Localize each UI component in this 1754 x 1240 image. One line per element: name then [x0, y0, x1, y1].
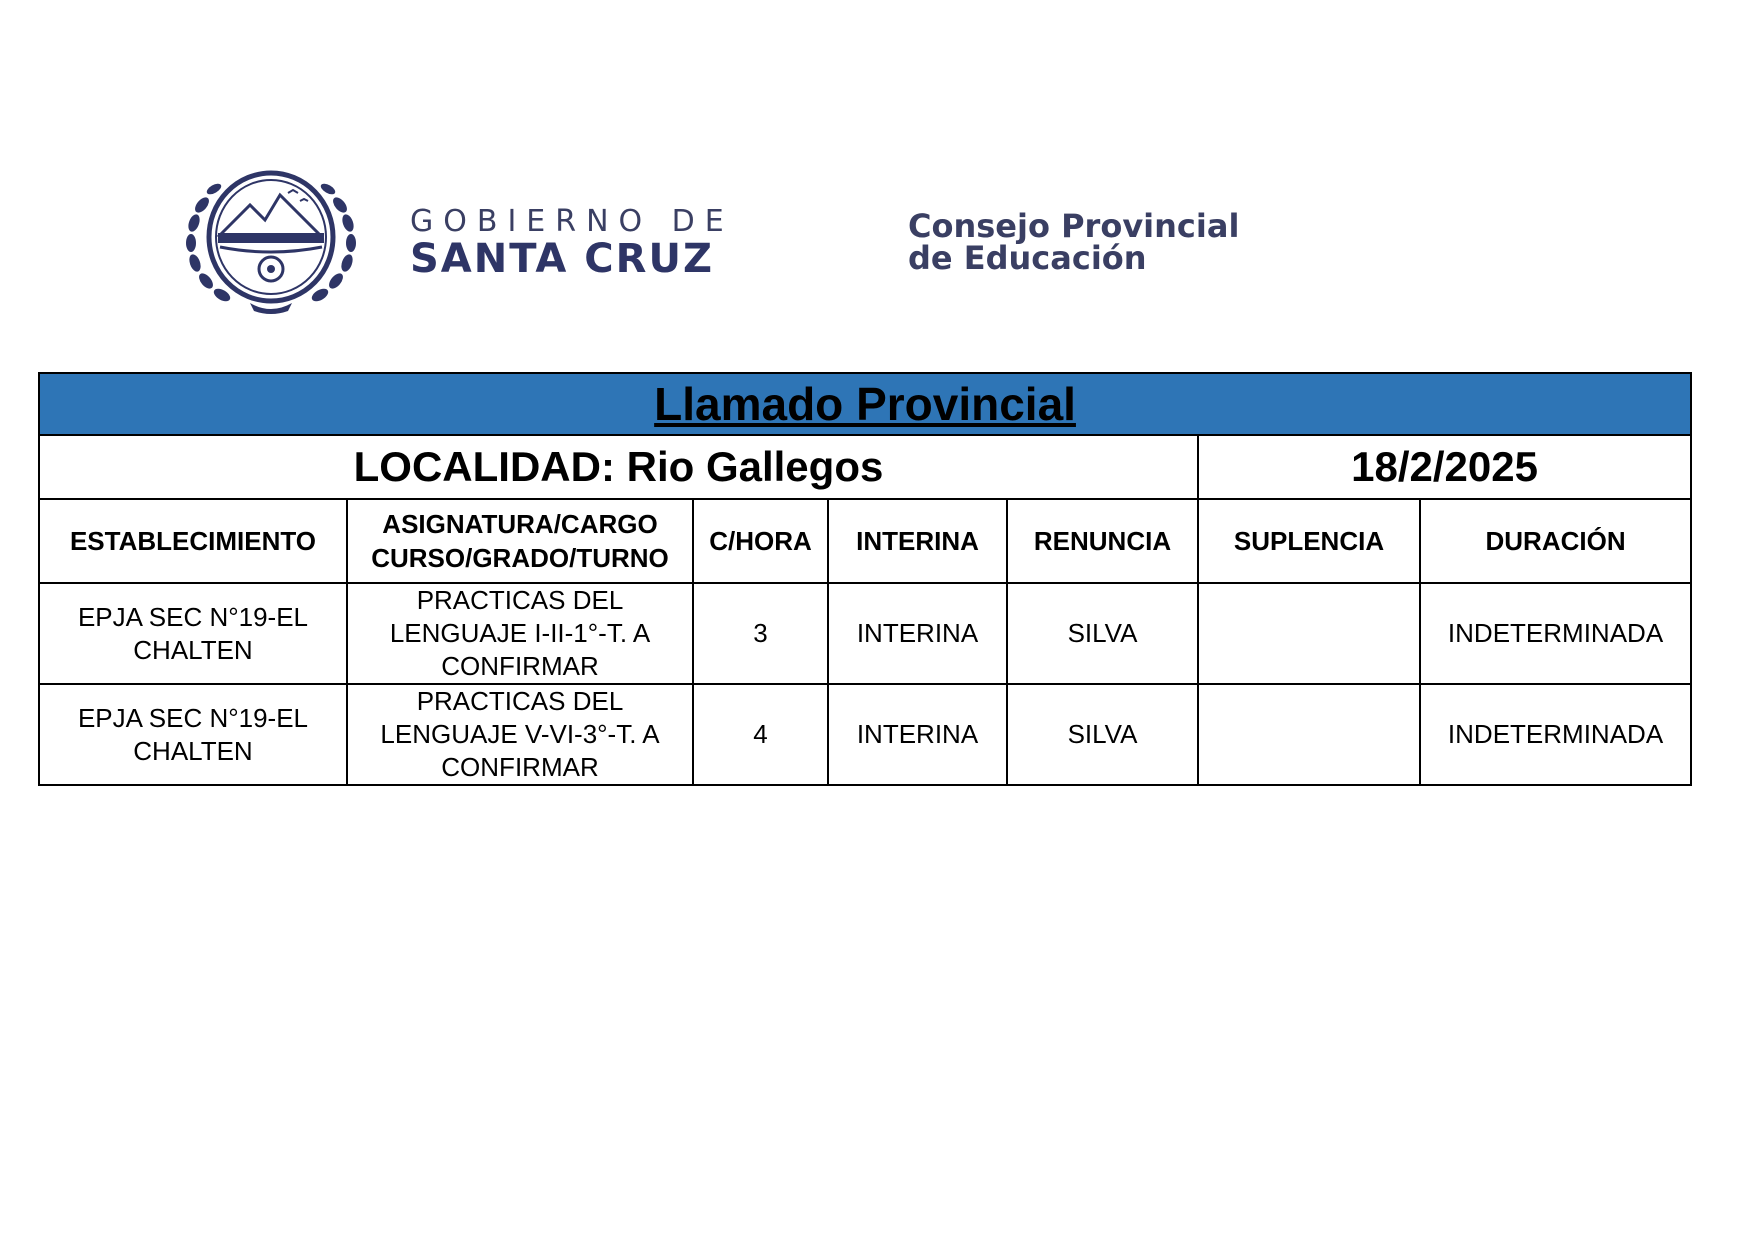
consejo-logo-text — [908, 207, 1240, 277]
consejo-line2: de Educación — [908, 239, 1147, 277]
col-header-renuncia: RENUNCIA — [1007, 499, 1198, 583]
cell-suplencia — [1198, 684, 1420, 785]
cell-establecimiento: EPJA SEC N°19-EL CHALTEN — [39, 583, 347, 684]
table-row — [39, 684, 1691, 785]
cell-renuncia: SILVA — [1007, 684, 1198, 785]
table-row — [39, 583, 1691, 684]
col-header-interina: INTERINA — [828, 499, 1007, 583]
col-header-asignatura: ASIGNATURA/CARGO CURSO/GRADO/TURNO — [347, 499, 693, 583]
cell-suplencia — [1198, 583, 1420, 684]
cell-renuncia: SILVA — [1007, 583, 1198, 684]
consejo-line1: Consejo Provincial — [908, 207, 1240, 245]
cell-duracion: INDETERMINADA — [1420, 583, 1691, 684]
cell-asignatura: PRACTICAS DEL LENGUAJE V-VI-3°-T. A CONFIRMAR — [347, 684, 693, 785]
localidad-label: LOCALIDAD: Rio Gallegos — [39, 435, 1198, 499]
col-header-establecimiento: ESTABLECIMIENTO — [39, 499, 347, 583]
title-row — [39, 373, 1691, 435]
cell-interina: INTERINA — [828, 583, 1007, 684]
llamado-table — [38, 372, 1692, 786]
gobierno-line1: GOBIERNO DE — [410, 204, 734, 239]
cell-chora: 3 — [693, 583, 828, 684]
gobierno-line2: SANTA CRUZ — [410, 236, 714, 282]
cell-chora: 4 — [693, 684, 828, 785]
fecha-label: 18/2/2025 — [1198, 435, 1691, 499]
localidad-row — [39, 435, 1691, 499]
column-headers — [39, 499, 1691, 583]
col-header-duracion: DURACIÓN — [1420, 499, 1691, 583]
cell-duracion: INDETERMINADA — [1420, 684, 1691, 785]
gobierno-logo-text — [410, 204, 734, 282]
cell-asignatura: PRACTICAS DEL LENGUAJE I-II-1°-T. A CONFIRMAR — [347, 583, 693, 684]
page-title: Llamado Provincial — [39, 373, 1691, 435]
col-header-chora: C/HORA — [693, 499, 828, 583]
cell-interina: INTERINA — [828, 684, 1007, 785]
col-header-suplencia: SUPLENCIA — [1198, 499, 1420, 583]
santa-cruz-seal-icon — [180, 165, 362, 315]
cell-establecimiento: EPJA SEC N°19-EL CHALTEN — [39, 684, 347, 785]
header-logos — [180, 160, 1330, 320]
